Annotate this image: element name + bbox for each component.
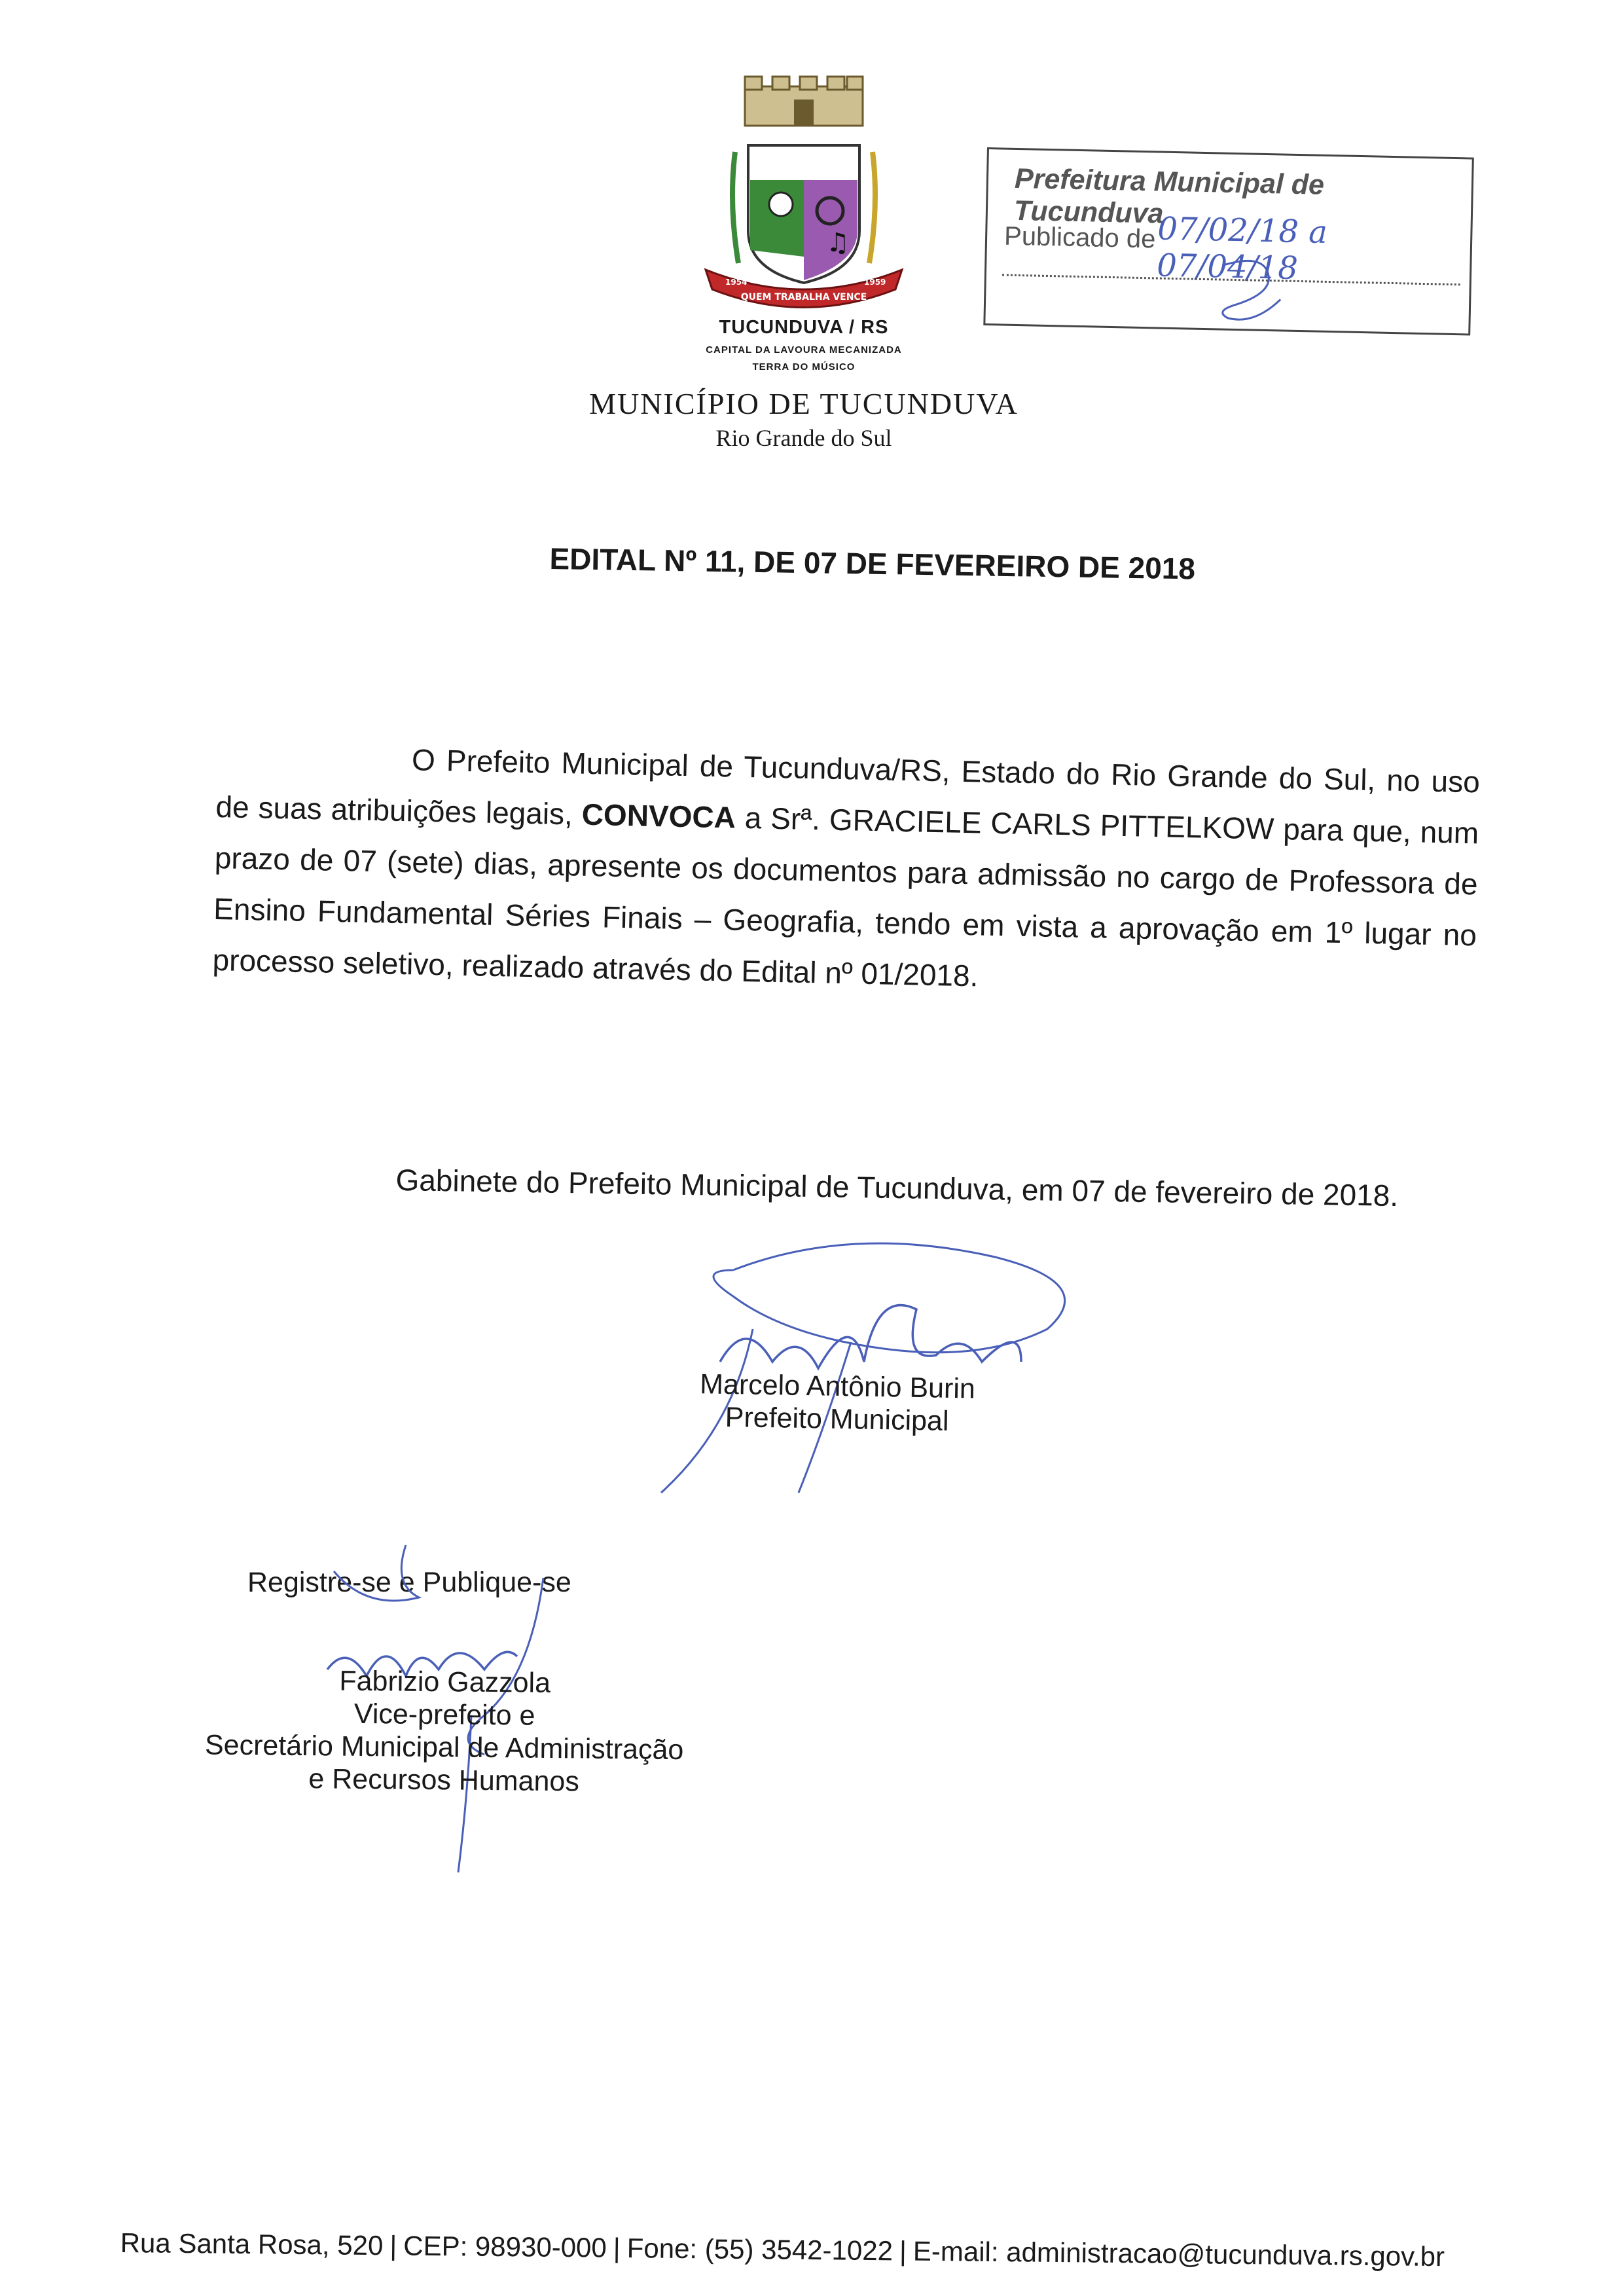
- mayor-signature-icon: [655, 1231, 1100, 1493]
- city-name: TUCUNDUVA / RS: [719, 317, 889, 338]
- vice-name: Fabrizio Gazzola: [339, 1665, 551, 1699]
- motto-line-2: TERRA DO MÚSICO: [752, 361, 856, 373]
- mayor-role: Prefeito Municipal: [725, 1401, 949, 1437]
- edict-body: [212, 730, 1481, 1011]
- footer-address: Rua Santa Rosa, 520: [120, 2227, 384, 2261]
- vice-role-line-3: e Recursos Humanos: [308, 1763, 580, 1798]
- closing-line: Gabinete do Prefeito Municipal de Tucunduva, em 07 de fevereiro de 2018.: [395, 1162, 1399, 1213]
- vice-role-line-1: Vice-prefeito e: [353, 1698, 535, 1732]
- crest-year-left: 1954: [725, 278, 748, 287]
- footer-cep: CEP: 98930-000: [403, 2230, 607, 2263]
- crest-year-right: 1959: [864, 278, 886, 287]
- stamp-initials-icon: [1208, 252, 1301, 333]
- crest-banner-text: QUEM TRABALHA VENCE: [740, 292, 867, 302]
- footer-email: E-mail: administracao@tucunduva.rs.gov.br: [912, 2235, 1445, 2272]
- stamp-handwritten-dates: 07/02/18 a 07/04/18: [1156, 210, 1328, 287]
- footer-phone: Fone: (55) 3542-1022: [626, 2232, 893, 2267]
- mayor-signature-block: [653, 1367, 1021, 1439]
- publication-stamp: [983, 147, 1474, 336]
- footer-contact: Rua Santa Rosa, 520 | CEP: 98930-000 | Fone: (55) 3542-1022 | E-mail: administracao@tucunduva.rs.gov.br: [120, 2227, 1445, 2272]
- stamp-title: Prefeitura Municipal de Tucunduva: [1013, 162, 1325, 230]
- stamp-published-label: Publicado de: [1003, 221, 1156, 254]
- municipality-title: MUNICÍPIO DE TUCUNDUVA: [589, 387, 1019, 420]
- body-text-part-2: a Srª. GRACIELE CARLS PITTELKOW para que, num prazo de 07 (sete) dias, apresente os documentos para admissão no cargo de Professora de Ensino Fundamental Séries Finais – Geografia, tendo em vista a aprovação em 1º lugar no processo seletivo, realizado através do Edital nº 01/2018.: [212, 800, 1479, 993]
- edict-title: EDITAL Nº 11, DE 07 DE FEVEREIRO DE 2018: [549, 541, 1196, 586]
- body-text-part-1: O Prefeito Municipal de Tucunduva/RS, Estado do Rio Grande do Sul, no uso de suas atribuições legais,: [215, 742, 1481, 831]
- body-text-bold: CONVOCA: [581, 797, 736, 835]
- state-subtitle: Rio Grande do Sul: [715, 425, 892, 451]
- municipal-crest-icon: [699, 73, 909, 316]
- motto-line-1: CAPITAL DA LAVOURA MECANIZADA: [706, 344, 902, 355]
- register-publish-note: Registre-se e Publique-se: [247, 1567, 571, 1598]
- vice-signature-block: [175, 1663, 713, 1800]
- mayor-name: Marcelo Antônio Burin: [699, 1368, 976, 1405]
- svg-text:♫: ♫: [826, 228, 850, 258]
- vice-role-line-2: Secretário Municipal de Administração: [204, 1729, 684, 1766]
